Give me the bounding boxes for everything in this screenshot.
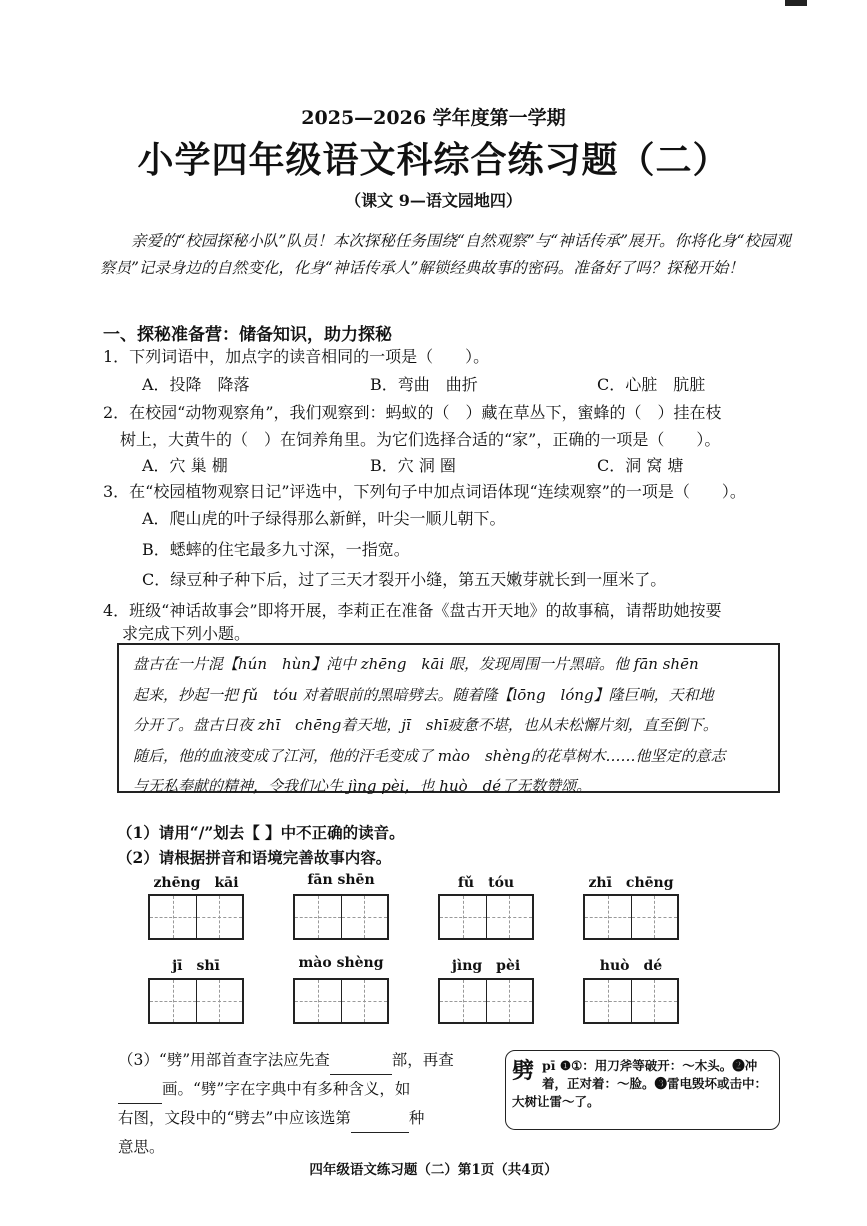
story-passage xyxy=(117,643,780,793)
q1-option-a[interactable]: A．投降 降落 xyxy=(142,375,250,394)
writing-grid[interactable] xyxy=(438,978,534,1024)
pinyin-label: zhēng kāi xyxy=(153,875,239,891)
pinyin-label: fān shēn xyxy=(307,872,375,888)
pinyin-label: zhī chēng xyxy=(588,875,674,891)
pinyin-label: huò dé xyxy=(599,958,663,974)
q1-option-c[interactable]: C．心脏 肮脏 xyxy=(597,375,706,394)
scope-subtitle: （课文 9—语文园地四） xyxy=(345,191,522,210)
page-title: 小学四年级语文科综合练习题（二） xyxy=(137,139,730,181)
term-heading: 2025—2026 学年度第一学期 xyxy=(301,107,566,129)
passage-line: 与无私奉献的精神，令我们心生 jìng pèi，也 huò dé了无数赞颂。 xyxy=(133,777,592,795)
sub3-text: 部，再查 xyxy=(391,1051,454,1069)
pinyin-label: jī shī xyxy=(172,958,220,974)
dictionary-entry xyxy=(505,1050,780,1130)
sub-question-1: （1）请用“/”划去【 】中不正确的读音。 xyxy=(117,823,405,842)
sub3-text: （3）“劈”用部首查字法应先查 xyxy=(118,1051,330,1069)
dict-text: ❶①：用刀斧等破开：～木头。❷冲着，正对着：～脸。❸雷电毁坏或击中：大树让雷～了。 xyxy=(512,1058,768,1109)
meaning-blank[interactable] xyxy=(351,1104,409,1133)
passage-line: 分开了。盘古日夜 zhī chēng着天地，jī shī疲惫不堪，也从未松懈片刻，直至倒下。 xyxy=(133,716,718,734)
radical-blank[interactable] xyxy=(330,1046,392,1075)
q2-line1: 2．在校园“动物观察角”，我们观察到：蚂蚁的（ ）藏在草丛下，蜜蜂的（ ）挂在枝 xyxy=(103,403,722,422)
stroke-count-blank[interactable] xyxy=(118,1075,162,1104)
q2-option-b[interactable]: B．穴 洞 圈 xyxy=(370,456,456,475)
passage-line: 起来，抄起一把 fǔ tóu 对着眼前的黑暗劈去。随着隆【lōng lóng】隆巨响，天和地 xyxy=(133,685,714,704)
writing-grid[interactable] xyxy=(148,978,244,1024)
sub3-text: 意思。 xyxy=(118,1138,165,1156)
q2-line2: 树上，大黄牛的（ ）在饲养角里。为它们选择合适的“家”，正确的一项是（ ）。 xyxy=(120,430,721,449)
writing-grid[interactable] xyxy=(148,894,244,940)
q4-line1: 4．班级“神话故事会”即将开展，李莉正在准备《盘古开天地》的故事稿，请帮助她按要 xyxy=(103,601,722,620)
intro-paragraph: 亲爱的“校园探秘小队”队员！本次探秘任务围绕“自然观察”与“神话传承”展开。你将化身“校园观察员”记录身边的自然变化，化身“神话传承人”解锁经典故事的密码。准备好了吗？探秘开始！ xyxy=(100,232,791,277)
writing-grid[interactable] xyxy=(438,894,534,940)
sub3-text: 种 xyxy=(408,1109,425,1127)
writing-grid[interactable] xyxy=(583,978,679,1024)
writing-grid[interactable] xyxy=(293,978,389,1024)
q2-option-c[interactable]: C．洞 窝 塘 xyxy=(597,456,684,475)
q2-option-a[interactable]: A．穴 巢 棚 xyxy=(142,456,228,475)
pinyin-label: jìng pèi xyxy=(451,958,521,974)
page-footer: 四年级语文练习题（二）第1页（共4页） xyxy=(309,1162,558,1178)
q3-option-c[interactable]: C．绿豆种子种下后，过了三天才裂开小缝，第五天嫩芽就长到一厘米了。 xyxy=(142,570,667,589)
pinyin-label: fǔ tóu xyxy=(457,875,515,891)
section1-title: 一、探秘准备营：储备知识，助力探秘 xyxy=(103,325,392,345)
passage-line: 随后，他的血液变成了江河，他的汗毛变成了 mào shèng的花草树木……他坚定的意志 xyxy=(133,746,726,765)
q4-line2: 求完成下列小题。 xyxy=(122,624,251,643)
q3-stem: 3．在“校园植物观察日记”评选中，下列句子中加点词语体现“连续观察”的一项是（ ）。 xyxy=(103,482,746,501)
q1-option-b[interactable]: B．弯曲 曲折 xyxy=(370,375,478,394)
sub-question-3 xyxy=(118,1046,498,1161)
q3-option-a[interactable]: A．爬山虎的叶子绿得那么新鲜，叶尖一顺儿朝下。 xyxy=(142,509,506,528)
sub3-text: 右图，文段中的“劈去”中应该选第 xyxy=(118,1109,351,1127)
writing-grid[interactable] xyxy=(583,894,679,940)
writing-grid[interactable] xyxy=(293,894,389,940)
corner-mark xyxy=(785,0,807,6)
dict-char: 劈 xyxy=(512,1058,535,1084)
q1-stem: 1．下列词语中，加点字的读音相同的一项是（ ）。 xyxy=(103,347,490,366)
dict-pinyin: pī xyxy=(542,1058,556,1073)
sub-question-2: （2）请根据拼音和语境完善故事内容。 xyxy=(117,848,392,867)
passage-line: 盘古在一片混【hún hùn】沌中 zhēng kāi 眼，发现周围一片黑暗。他 fān shēn xyxy=(133,655,699,673)
sub3-text: 画。“劈”字在字典中有多种含义，如 xyxy=(162,1080,411,1098)
q3-option-b[interactable]: B．蟋蟀的住宅最多九寸深，一指宽。 xyxy=(142,540,410,559)
pinyin-label: mào shèng xyxy=(298,955,384,971)
top-edge xyxy=(0,0,867,6)
